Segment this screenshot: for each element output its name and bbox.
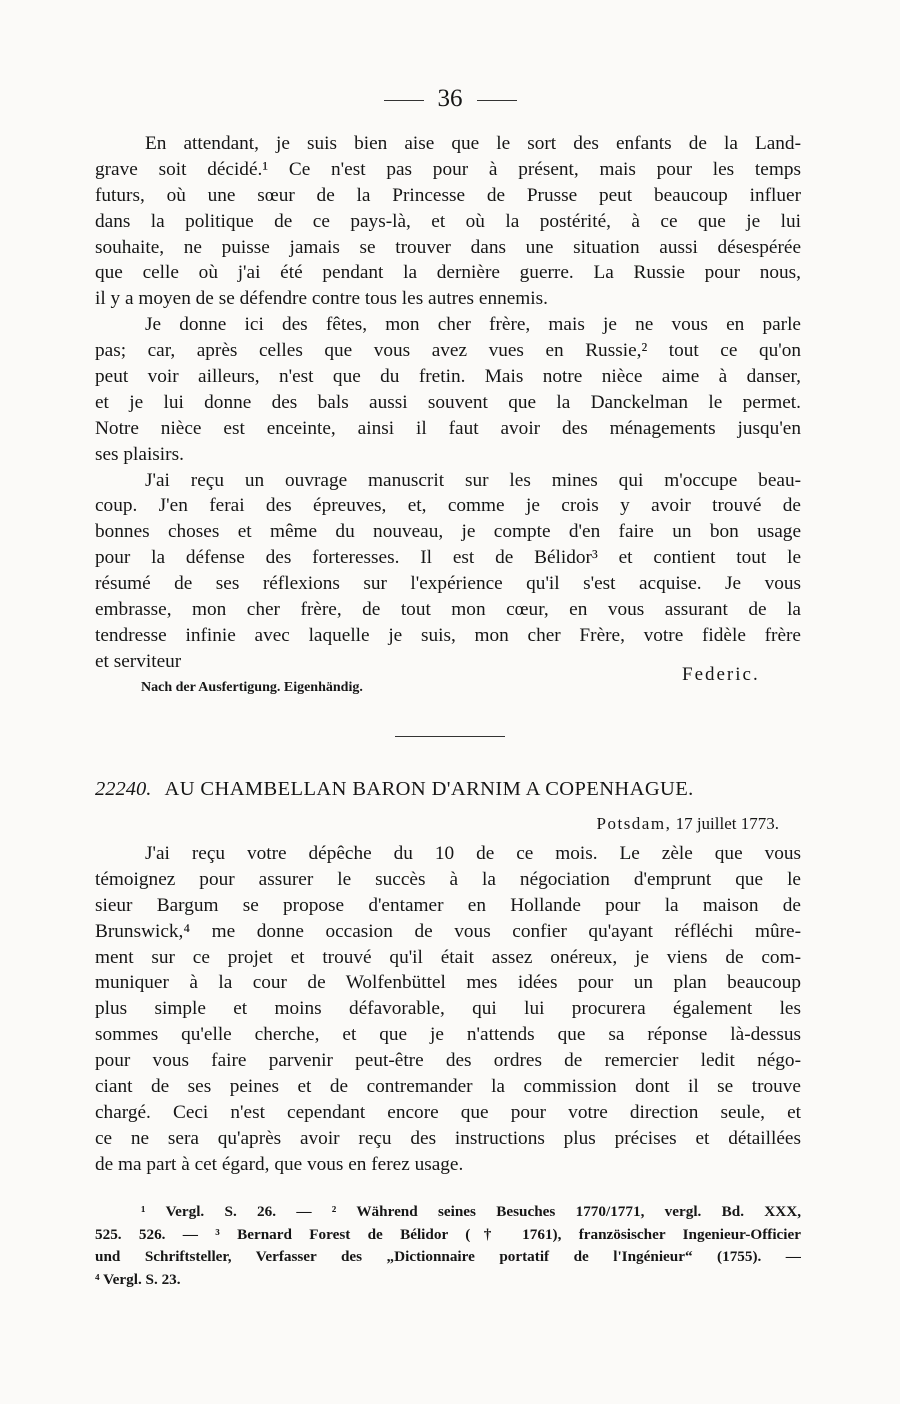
dateline (0, 814, 779, 834)
dateline-place: Potsdam, (596, 814, 672, 833)
letter-2-body (95, 841, 801, 1178)
letter-2-heading (95, 778, 801, 801)
text-line: ses plaisirs. (95, 443, 184, 465)
text-line: pas; car, après celles que vous avez vues en Russie,² tout ce qu'on (95, 340, 801, 362)
text-line: ce ne sera qu'après avoir reçu des instructions plus précises et détaillées (95, 1127, 801, 1149)
dateline-date: 17 juillet 1773. (675, 814, 779, 833)
text-line: coup. J'en ferai des épreuves, et, comme je crois y avoir trouvé de (95, 495, 801, 517)
footnote-line: ⁴ Vergl. S. 23. (95, 1270, 181, 1288)
text-line: chargé. Ceci n'est cependant encore que pour votre direction seule, et (95, 1101, 801, 1123)
text-line: bonnes choses et même du nouveau, je compte d'en faire un bon usage (95, 521, 801, 543)
letter-number: 22240. (95, 778, 152, 800)
text-line: pour vous faire parvenir peut-être des ordres de remercier ledit négo- (95, 1050, 801, 1072)
footnotes (95, 1201, 801, 1291)
text-line: peut voir ailleurs, n'est que du fretin. Mais notre nièce aime à danser, (95, 366, 801, 388)
header-dash-left (384, 100, 424, 101)
text-line: muniquer à la cour de Wolfenbüttel mes idées pour un plan beaucoup (95, 972, 801, 994)
page-header (0, 84, 900, 114)
text-line: et je lui donne des bals aussi souvent que la Danckelman le permet. (95, 391, 801, 413)
text-line: tendresse infinie avec laquelle je suis, mon cher Frère, votre fidèle frère (95, 624, 801, 646)
text-line: Brunswick,⁴ me donne occasion de vous confier qu'ayant réfléchi mûre- (95, 920, 801, 942)
text-line: témoignez pour assurer le succès à la négociation d'emprunt que le (95, 868, 801, 890)
letter-title: AU CHAMBELLAN BARON D'ARNIM A COPENHAGUE. (164, 778, 694, 800)
text-line: dans la politique de ce pays-là, et où la postérité, à ce que je lui (95, 210, 801, 232)
text-line: J'ai reçu un ouvrage manuscrit sur les mines qui m'occupe beau- (145, 469, 801, 491)
text-line: de ma part à cet égard, que vous en ferez usage. (95, 1153, 464, 1175)
text-line: ciant de ses peines et de contremander la commission dont il se trouve (95, 1076, 801, 1098)
text-line: grave soit décidé.¹ Ce n'est pas pour à présent, mais pour les temps (95, 158, 801, 180)
source-note: Nach der Ausfertigung. Eigenhändig. (141, 680, 363, 695)
text-line: résumé de ses réflexions sur l'expérience qu'il s'est acquise. Je vous (95, 573, 801, 595)
footnote-line: und Schriftsteller, Verfasser des „Dictionnaire portatif de l'Ingénieur“ (1755). — (95, 1248, 801, 1265)
text-line: Je donne ici des fêtes, mon cher frère, mais je ne vous en parle (145, 314, 801, 336)
text-line: sommes qu'elle cherche, et que je n'attends que sa réponse là-dessus (95, 1024, 801, 1046)
footnote-line: ¹ Vergl. S. 26. — ² Während seines Besuches 1770/1771, vergl. Bd. XXX, (141, 1203, 801, 1220)
text-line: sieur Bargum se propose d'entamer en Hollande pour la maison de (95, 894, 801, 916)
text-line: plus simple et moins défavorable, qui lui procurera également les (95, 998, 801, 1020)
footnote-line: 525. 526. — ³ Bernard Forest de Bélidor († 1761), französischer Ingenieur-Officier (95, 1225, 801, 1243)
signature: Federic. (682, 664, 760, 685)
text-line: pour la défense des forteresses. Il est de Bélidor³ et contient tout le (95, 547, 801, 569)
letter-1-body (95, 131, 801, 675)
section-divider (395, 736, 505, 737)
text-line: et serviteur (95, 650, 182, 672)
text-line: souhaite, ne puisse jamais se trouver dans une situation aussi désespérée (95, 236, 801, 258)
text-line: embrasse, mon cher frère, de tout mon cœur, en vous assurant de la (95, 599, 801, 621)
text-line: futurs, où une sœur de la Princesse de Prusse peut beaucoup influer (95, 184, 801, 206)
text-line: En attendant, je suis bien aise que le sort des enfants de la Land- (145, 133, 801, 154)
text-line: il y a moyen de se défendre contre tous les autres ennemis. (95, 288, 548, 310)
text-line: que celle où j'ai été pendant la dernière guerre. La Russie pour nous, (95, 262, 801, 284)
header-dash-right (477, 100, 517, 101)
text-line: ment sur ce projet et trouvé qu'il était assez onéreux, je viens de com- (95, 946, 801, 968)
text-line: J'ai reçu votre dépêche du 10 de ce mois. Le zèle que vous (145, 843, 801, 864)
text-line: Notre nièce est enceinte, ainsi il faut avoir des ménagements jusqu'en (95, 417, 801, 439)
page-number: 36 (437, 85, 463, 112)
